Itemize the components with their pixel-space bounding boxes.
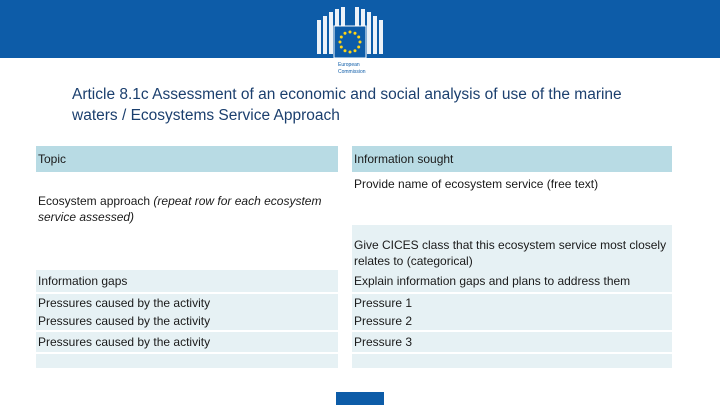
page-title	[72, 84, 672, 126]
svg-text:Commission: Commission	[338, 69, 366, 75]
topic-cell: Information gaps	[36, 270, 338, 292]
topic-cell: Ecosystem approach (repeat row for each ecosystem service assessed)	[36, 174, 338, 225]
information-cell: Provide name of ecosystem service (free text)	[352, 174, 672, 225]
information-table	[36, 146, 672, 368]
topic-cell: Pressures caused by the activity	[36, 312, 338, 330]
information-cell: Explain information gaps and plans to address them	[352, 270, 672, 292]
bottom-page-marker	[336, 392, 384, 405]
table-row	[36, 294, 672, 312]
table-row	[36, 270, 672, 292]
title-line-1: Article 8.1c Assessment of an economic and social analysis of use of the marine	[72, 86, 622, 103]
table-header-row	[36, 146, 672, 172]
svg-text:European: European	[338, 62, 360, 68]
table-row	[36, 225, 672, 270]
header-information-sought: Information sought	[352, 146, 672, 172]
information-cell: Pressure 3	[352, 332, 672, 352]
table-row-empty	[36, 354, 672, 368]
information-cell: Give CICES class that this ecosystem service most closely relates to (categorical)	[352, 225, 672, 270]
table-row	[36, 312, 672, 330]
title-line-2: waters / Ecosystems Service Approach	[72, 107, 340, 124]
information-cell: Pressure 2	[352, 312, 672, 330]
topic-cell: Pressures caused by the activity	[36, 294, 338, 312]
table-row	[36, 174, 672, 225]
header-topic: Topic	[36, 146, 338, 172]
information-cell: Pressure 1	[352, 294, 672, 312]
table-row	[36, 332, 672, 352]
topic-cell: Pressures caused by the activity	[36, 332, 338, 352]
european-commission-logo	[316, 6, 384, 76]
